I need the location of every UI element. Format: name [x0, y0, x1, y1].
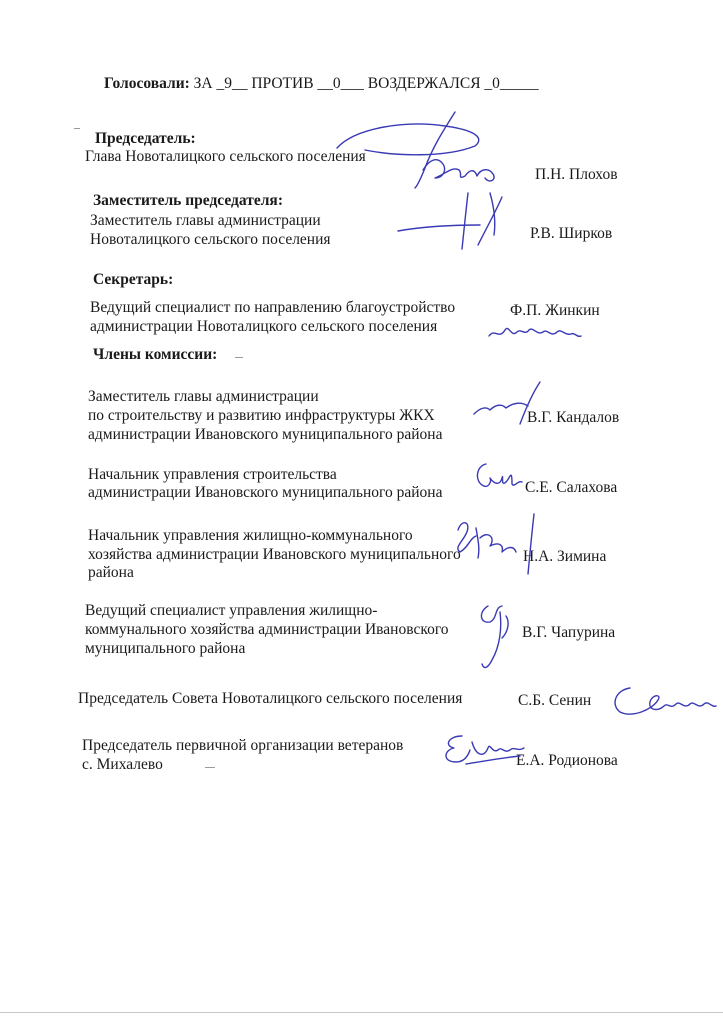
members-heading: Члены комиссии:	[93, 346, 218, 363]
chair-role: Председатель:	[95, 130, 196, 147]
member-5-name: С.Б. Сенин	[518, 692, 592, 709]
chair-signature	[325, 108, 525, 193]
deputy-position-2: Новоталицкого сельского поселения	[90, 231, 331, 248]
secretary-signature	[485, 318, 585, 348]
member-1-line-2: по строительству и развитию инфраструктуры ЖКХ	[88, 407, 435, 424]
scan-speck	[74, 128, 80, 129]
secretary-position-2: администрации Новоталицкого сельского поселения	[90, 318, 438, 335]
deputy-position-1: Заместитель главы администрации	[90, 212, 321, 229]
member-6-signature	[440, 728, 530, 770]
member-4-name: В.Г. Чапурина	[522, 624, 616, 641]
deputy-role: Заместитель председателя:	[93, 192, 283, 209]
member-1-name: В.Г. Кандалов	[527, 409, 620, 426]
member-5-signature	[608, 680, 720, 722]
voting-result: ЗА _9__ ПРОТИВ __0___ ВОЗДЕРЖАЛСЯ _0_____	[193, 75, 539, 92]
member-3-signature	[440, 508, 545, 578]
member-3-line-2: хозяйства администрации Ивановского муниципального	[88, 546, 461, 563]
member-6-name: Е.А. Родионова	[516, 752, 618, 769]
member-4-line-1: Ведущий специалист управления жилищно-	[85, 602, 378, 619]
member-6-line-2: с. Михалево	[82, 756, 163, 773]
scan-speck	[205, 767, 215, 768]
member-1-signature	[470, 378, 545, 428]
chair-position: Глава Новоталицкого сельского поселения	[85, 148, 366, 165]
member-1-line-1: Заместитель главы администрации	[88, 388, 319, 405]
member-4-signature	[472, 598, 522, 673]
voting-line	[104, 75, 539, 93]
voting-label: Голосовали:	[104, 75, 190, 92]
chair-name: П.Н. Плохов	[535, 166, 618, 183]
member-6-line-1: Председатель первичной организации ветеранов	[82, 737, 404, 754]
deputy-signature	[390, 185, 530, 255]
member-3-name: Н.А. Зимина	[523, 548, 607, 565]
page-bottom-edge	[0, 1012, 723, 1013]
member-5-line-1: Председатель Совета Новоталицкого сельского поселения	[78, 690, 463, 707]
deputy-name: Р.В. Ширков	[530, 225, 613, 242]
member-4-line-2: коммунального хозяйства администрации Ивановского	[85, 621, 449, 638]
secretary-position-1: Ведущий специалист по направлению благоустройство	[90, 299, 456, 316]
secretary-name: Ф.П. Жинкин	[510, 302, 600, 319]
member-1-line-3: администрации Ивановского муниципального района	[88, 426, 443, 443]
member-3-line-1: Начальник управления жилищно-коммунального	[88, 527, 413, 544]
member-2-signature	[470, 458, 525, 498]
secretary-role: Секретарь:	[93, 271, 174, 288]
member-3-line-3: района	[88, 564, 134, 581]
scan-speck	[235, 357, 243, 358]
member-2-line-2: администрации Ивановского муниципального района	[88, 484, 443, 501]
member-4-line-3: муниципального района	[85, 640, 246, 657]
member-2-name: С.Е. Салахова	[525, 479, 618, 496]
member-2-line-1: Начальник управления строительства	[88, 466, 337, 483]
